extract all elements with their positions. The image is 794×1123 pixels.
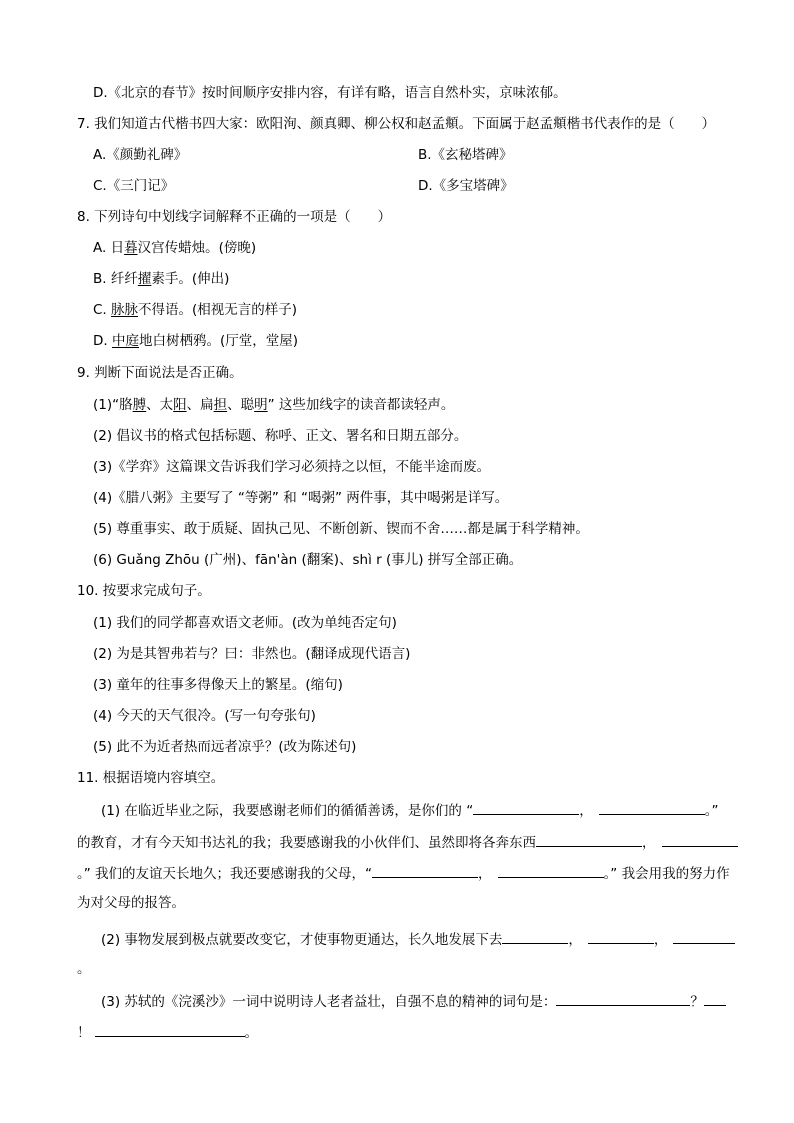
punctuation: ？ [690, 994, 704, 1010]
punctuation: 。” [704, 803, 719, 819]
underlined-word: 暮 [124, 240, 138, 256]
q8-option-a [93, 239, 256, 257]
underlined-char: 阳 [173, 397, 187, 413]
q9-item-2: (2) 倡议书的格式包括标题、称呼、正文、署名和日期五部分。 [93, 428, 468, 444]
q8-stem: 8. 下列诗句中划线字词解释不正确的一项是（ ） [77, 209, 392, 225]
underlined-char: 膊 [132, 397, 147, 413]
fill-blank[interactable] [95, 1022, 245, 1037]
item-text: (3) 苏轼的《浣溪沙》一词中说明诗人老者益壮，自强不息的精神的词句是： [101, 994, 557, 1010]
option-text: 汉宫传蜡烛。(傍晚) [137, 240, 257, 256]
q10-item-5: (5) 此不为近者热而远者凉乎？(改为陈述句) [93, 739, 357, 755]
item-text: 。” 我们的友谊天长地久；我还要感谢我的父母，“ [77, 866, 373, 882]
item-text: (2) 事物发展到极点就要改变它，才使事物更通达，长久地发展下去 [101, 932, 503, 948]
item-text: 、聪 [227, 397, 255, 413]
item-text: (1)“ [93, 397, 120, 413]
q11-stem: 11. 根据语境内容填空。 [77, 770, 225, 786]
q9-item-4: (4)《腊八粥》主要写了 “等粥” 和 “喝粥” 两件事，其中喝粥是详写。 [93, 490, 509, 506]
item-text: ” 这些加线字的读音都读轻声。 [267, 397, 455, 413]
q7-option-d: D.《多宝塔碑》 [418, 178, 514, 194]
q8-option-d [93, 332, 298, 350]
q10-item-2: (2) 为是其智弗若与？曰：非然也。(翻译成现代语言) [93, 646, 411, 662]
option-text: D. [93, 333, 112, 349]
underlined-char: 担 [213, 397, 228, 413]
fill-blank[interactable] [536, 832, 642, 847]
punctuation: ， [478, 866, 492, 882]
fill-blank[interactable] [473, 800, 579, 815]
q10-item-4: (4) 今天的天气很冷。(写一句夸张句) [93, 708, 316, 724]
q8-option-c [93, 301, 297, 319]
underlined-word: 脉脉 [111, 302, 139, 318]
item-text: 的教育，才有今天知书达礼的我；我要感谢我的小伙伴们、虽然即将各奔东西 [77, 835, 536, 851]
option-text: B. 纤纤 [93, 271, 138, 287]
q9-item-3: (3)《学弈》这篇课文告诉我们学习必须持之以恒，不能半途而废。 [93, 459, 491, 475]
q10-item-1: (1) 我们的同学都喜欢语文老师。(改为单纯否定句) [93, 615, 397, 631]
item-text: (1) 在临近毕业之际，我要感谢老师们的循循善诱，是你们的 “ [101, 803, 474, 819]
q7-stem: 7. 我们知道古代楷书四大家：欧阳洵、颜真卿、柳公权和赵孟頫。下面属于赵孟頫楷书代表作的是（ ） [77, 116, 716, 132]
punctuation: ， [642, 835, 656, 851]
fill-blank[interactable] [556, 991, 690, 1006]
underlined-word: 擢 [137, 271, 152, 287]
underlined-char: 明 [254, 397, 268, 413]
q11-item-1-line-1 [101, 800, 718, 818]
q11-item-1-line-2 [77, 832, 738, 850]
q6-option-d: D.《北京的春节》按时间顺序安排内容，有详有略，语言自然朴实，京味浓郁。 [93, 85, 567, 101]
item-text: 、太 [146, 397, 174, 413]
option-text: C. [93, 302, 112, 318]
q9-item-1 [93, 396, 454, 414]
punctuation: ， [653, 932, 668, 948]
q9-item-6: (6) Guǎng Zhōu (广州)、fān'àn (翻案)、shì r (事儿) 拼写全部正确。 [93, 552, 523, 568]
item-text: 、扁 [186, 397, 214, 413]
fill-blank[interactable] [372, 863, 478, 878]
q11-item-3-line-2 [77, 1022, 258, 1040]
q9-item-5: (5) 尊重事实、敢于质疑、固执己见、不断创新、锲而不舍……都是属于科学精神。 [93, 521, 589, 537]
option-text: 素手。(伸出) [151, 271, 230, 287]
fill-blank[interactable] [704, 991, 726, 1006]
punctuation: 。 [244, 1025, 258, 1041]
q10-stem: 10. 按要求完成句子。 [77, 583, 211, 599]
option-text: 地白树栖鸦。(厅堂，堂屋) [138, 333, 299, 349]
q7-option-c: C.《三门记》 [93, 178, 175, 194]
fill-blank[interactable] [502, 929, 568, 944]
punctuation: ， [579, 803, 593, 819]
fill-blank[interactable] [662, 832, 738, 847]
q11-item-3 [101, 991, 726, 1009]
item-text: 。” 我会用我的努力作 [603, 866, 730, 882]
fill-blank[interactable] [599, 800, 705, 815]
underlined-word: 中庭 [111, 333, 139, 349]
q7-option-a: A.《颜勤礼碑》 [93, 147, 188, 163]
q11-item-2 [101, 929, 735, 947]
q8-option-b [93, 270, 229, 288]
punctuation: ， [568, 932, 582, 948]
q11-item-1-line-4: 为对父母的报答。 [77, 895, 185, 911]
q9-stem: 9. 判断下面说法是否正确。 [77, 365, 243, 381]
option-text: A. 日 [93, 240, 125, 256]
q10-item-3: (3) 童年的往事多得像天上的繁星。(缩句) [93, 677, 343, 693]
item-text: 胳 [119, 397, 133, 413]
fill-blank[interactable] [498, 863, 604, 878]
q11-item-2-end: 。 [77, 961, 91, 977]
fill-blank[interactable] [673, 929, 735, 944]
punctuation: ！ [77, 1025, 91, 1041]
fill-blank[interactable] [588, 929, 654, 944]
q7-option-b: B.《玄秘塔碑》 [418, 147, 513, 163]
option-text: 不得语。(相视无言的样子) [138, 302, 298, 318]
q11-item-1-line-3 [77, 863, 730, 881]
